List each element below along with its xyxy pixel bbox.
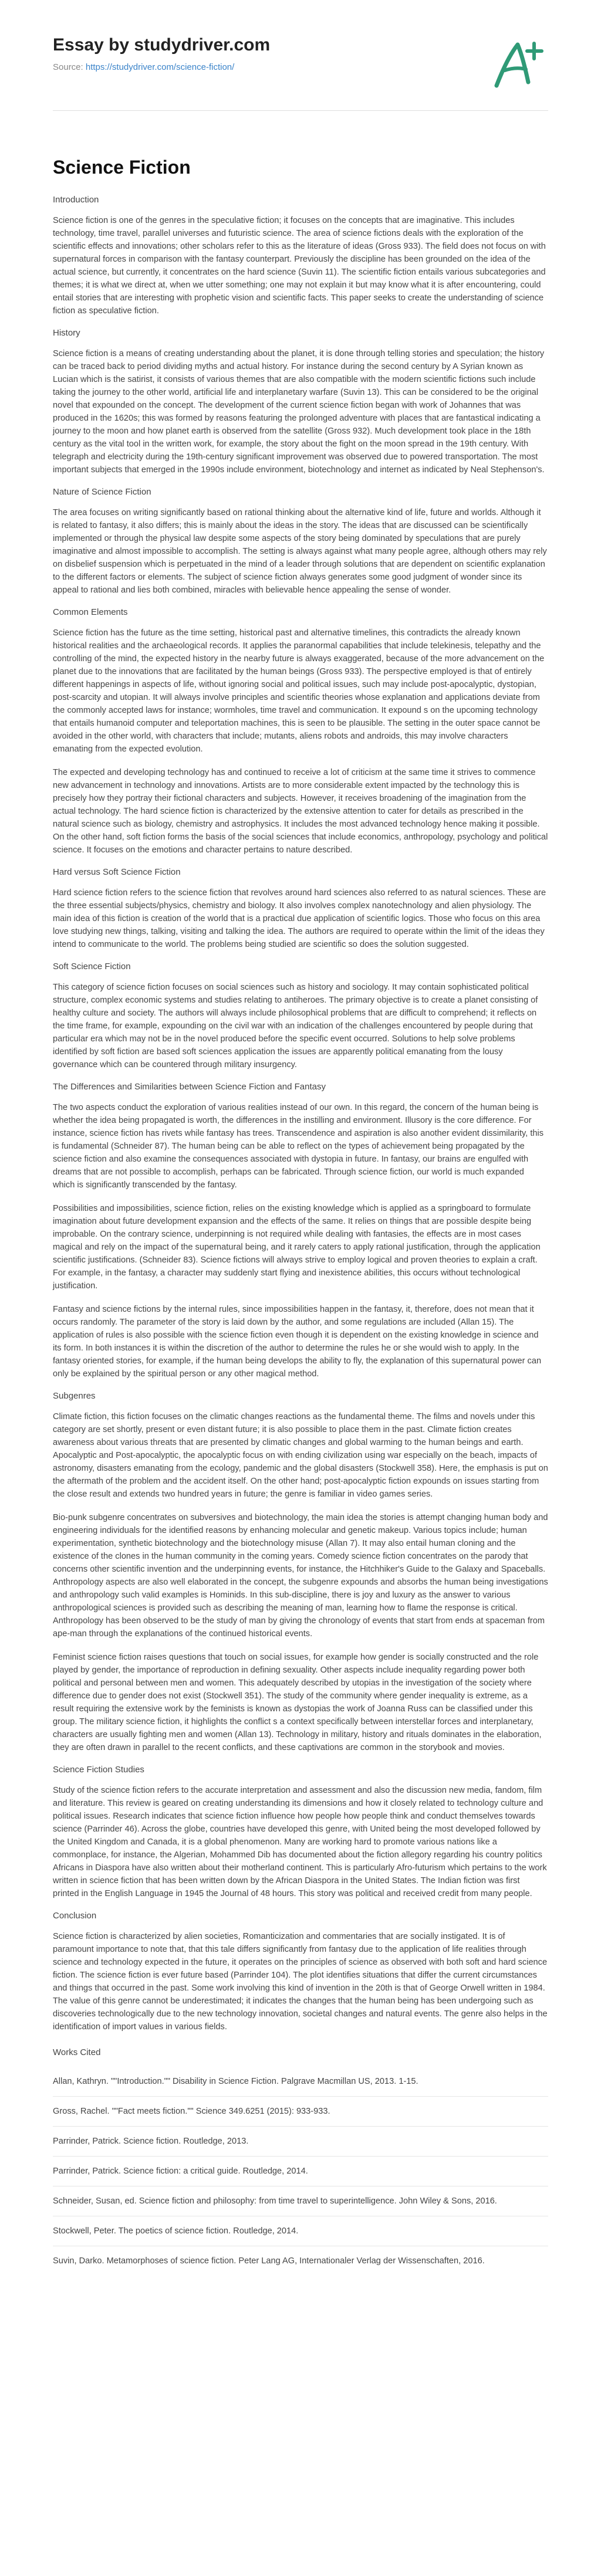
essay-section: [53, 1391, 548, 1754]
section-heading: The Differences and Similarities between Science Fiction and Fantasy: [53, 1082, 326, 1092]
section-paragraph: The expected and developing technology has and continued to receive a lot of criticism at the same time it strives to commence new advancement in technology and innovations. Artists are to more considerable extent impacted by the technology this is precisely how they portray their fictional characters and subjects. However, it receives broadening of the imagination from the actual technology. The hard science fiction is characterized by the extensive attention to cater for details as prescribed in the natural science such as biology, chemistry and astrophysics. It includes the most advanced technology hence making it possible. On the other hand, soft fiction forms the basis of the social sciences that include economics, anthropology, psychology and political science. It focuses on the emotions and character pertains to nature described.: [53, 768, 548, 855]
section-paragraph: Bio-punk subgenre concentrates on subversives and biotechnology, the main idea the stories is attempt changing human body and engineering individuals for the identified reasons by enhancing molecular and genetic makeup. Various topics include; human experimentation, synthetic biotechnology and the biotechnology misuse (Allan 7). It may also entail human cloning and the existence of the clones in the human community in the coming years. Comedy science fiction concentrates on the parody that concerns other scientific invention and the underpinning events, for instance, the Hitchhiker's Guide to the Galaxy and Spaceballs. Anthropology aspects are also well elaborated in the concept, the subgenre expounds and absorbs the human being investigations and anthropology such valid examples is Hominids. In this sub-discipline, there is joy and luxury as the answer to various anthropological sciences is provided such as describing the meaning of man, learning how to flame the response is critical. Anthropology has been observed to be the study of man by giving the chronology of events that start from ends at spaceman from ape-man through the explanations of the continued historical events.: [53, 1513, 548, 1639]
essay-body: [0, 111, 601, 2299]
page-header: [0, 0, 601, 94]
brand-title: Essay by studydriver.com: [53, 35, 271, 55]
section-heading: Hard versus Soft Science Fiction: [53, 867, 181, 877]
section-paragraph: Science fiction has the future as the time setting, historical past and alternative timelines, this contradicts the already known historical realities and the archaeological records. It applies the paranormal capabilities that include telekinesis, telepathy and the controlling of the mind, the expected history in the nearby future is always exaggerated, because of the more advancement on the planet due to the innovations that are facilitated by the human beings (Gross 933). The perspective employed is that of entirely different happenings in aspects of life, without ignoring social and political issues, such may include post-apocalyptic, dystopian, post-scarcity and utopian. It will always involve principles and scientific theories whose explanation and applications deviate from the commonly accepted laws for instance; wormholes, time travel and communication. It expound s on the upcoming technology that entails humanoid computer and teleportation machines, this is seen to be plausible. The setting in the outer space cannot be avoided in the other world, with characters that include; mutants, aliens robots and androids, this may involve characters emanating from the expected evolution.: [53, 628, 545, 754]
works-cited-item: Parrinder, Patrick. Science fiction: a critical guide. Routledge, 2014.: [53, 2157, 548, 2186]
essay-title: Science Fiction: [53, 157, 191, 178]
section-paragraph: This category of science fiction focuses on social sciences such as history and sociology. It may contain sophisticated political structure, complex economic systems and studies relating to antiheroes. The primary objective is to create a planet consisting of healthy culture and society. The authors will always include philosophical problems that are difficult to comprehend; it reflects on the time frame, for example, expounding on the civil war with an indication of the challenges encountered by people during that particular era which may not be in the novel produced before the specific event occurred. Solutions to help solve problems identified by soft fiction are based soft sciences application the issues are apparently political emanating from the lousy governance which can be countered through military insurgency.: [53, 983, 538, 1069]
works-cited-list: [53, 2067, 548, 2276]
section-heading: Nature of Science Fiction: [53, 487, 151, 497]
section-heading: History: [53, 328, 80, 338]
essay-section: [53, 1765, 548, 1900]
source-line: [53, 62, 548, 72]
works-cited-heading: Works Cited: [53, 2047, 101, 2057]
section-paragraph: Climate fiction, this fiction focuses on the climatic changes reactions as the fundamental theme. The films and novels under this category are set shortly, present or even distant future; it is also possible to place them in the past. Climate fiction creates awareness about various threats that are presented by climatic changes and global warming to the human beings and earth. Apocalyptic and Post-apocalyptic, the apocalyptic focus on with ending civilization using war especially on the beach, impacts of astronomy, disasters emanating from the ecology, pandemic and the global disasters (Stockwell 358). Here, the emphasis is put on the aftermath of the problem and the accident itself. On the other hand; post-apocalyptic fiction expounds on issues starting from the close result and extends two hundred years in future; the genre is familiar in video games series.: [53, 1412, 548, 1499]
works-cited-item: Schneider, Susan, ed. Science fiction and philosophy: from time travel to superintelligence. John Wiley & Sons, 2016.: [53, 2186, 548, 2216]
source-link[interactable]: https://studydriver.com/science-fiction/: [85, 62, 235, 72]
essay-section: [53, 1082, 548, 1380]
section-heading: Conclusion: [53, 1911, 97, 1921]
source-label: Source:: [53, 62, 86, 72]
section-paragraph: The area focuses on writing significantly based on rational thinking about the alternative kind of life, future and worlds. Although it is related to fantasy, it also differs; this is mainly about the ideas in the story. The ideas that are discussed can be scientifically implemented or through the physical law despite some aspects of the story being dominated by speculations that are purely imaginative and almost impossible to accomplish. The setting is always against what many people agree, although others may rely on disbelief suspension which is perpetuated in the mind of a leader through solutions that are dependent on scientific explanation to the different factors or elements. The subject of science fiction always generates some good judgment of wonder since its appeal to rational and lies both combined, miracles with believable hence appealing the sense of wonder.: [53, 508, 547, 595]
section-paragraph: Science fiction is one of the genres in the speculative fiction; it focuses on the concepts that are imaginative. This includes technology, time travel, parallel universes and futuristic science. The area of science fictions deals with the exploration of the scientific effects and innovations; other scholars refer to this as the literature of ideas (Gross 933). The field does not focus on with supernatural forces in comparison with the fantasy counterpart. Previously the discipline has been grounded on the idea of the actual science, but currently, it concentrates on the hard science (Suvin 11). The scientific fiction entails various subcategories and themes; it is what we direct at, when we utter something; one may not explain it but may know what it is after encountering, could entail stories that are interesting with prophetic vision and scientific facts. This paper seeks to create the understanding of science fiction as speculative fiction.: [53, 216, 546, 316]
section-paragraph: Science fiction is a means of creating understanding about the planet, it is done through telling stories and speculation; the history can be traced back to period dividing myths and actual history. For instance during the second century by A Syrian known as Lucian which is the satirist, it consists of various themes that are also compatible with the modern scientific fictions such include taking the journey to the other world, artificial life and interplanetary warfare (Suvin 13). This can be considered to be the original novel that expounded on the concept. The development of the current science fiction began with work of Johannes that was produced in the 1620s; this was formed by reasons featuring the prolonged adventure with places that are fantastical indicating a journey to the moon and how planet earth is observed from the satellite (Gross 932). Much development took place in the 18th century as the vital tool in the written work, for example, the story about the fight on the moon spread in the 19th century. With telegraph and electricity during the 19th-century significant improvement was observed due to powered transportation. The most important subjects that emerged in the 1990s include environment, biotechnology and internet as indicated by Neal Stephenson's.: [53, 349, 545, 475]
section-heading: Subgenres: [53, 1391, 96, 1401]
section-paragraph: The two aspects conduct the exploration of various realities instead of our own. In this regard, the concern of the human being is whether the idea being propagated is worth, the differences in the instilling and environment. Illusory is the core difference. For instance, science fiction has rivets while fantasy has trees. Transcendence and aspiration is also another evident dissimilarity, this is fundamental (Schneider 87). The human being can be able to reflect on the types of achievement being propagated by the science fiction and also examine the consequences associated with dystopia in future. In fantasy, our brains are engulfed with dreams that are not possible to accomplish, perhaps can be fabricated. Through science fiction, our world is much expanded which is significantly transcended by the fantasy.: [53, 1103, 544, 1190]
essay-section: [53, 328, 548, 476]
essay-section: [53, 1911, 548, 2033]
works-cited-item: Allan, Kathryn. ""Introduction."" Disability in Science Fiction. Palgrave Macmillan US, 2013. 1-15.: [53, 2067, 548, 2097]
section-heading: Common Elements: [53, 607, 128, 617]
section-paragraph: Possibilities and impossibilities, science fiction, relies on the existing knowledge which is applied as a springboard to formulate imagination about future development expansion and the effects of the same. It relies on things that are possible despite being improbable. On the contrary science, underpinning is not required while dealing with fantasies, the effects are in most cases magical and rely on the impact of the supernatural being, and it rarely caters to apply rational justification, through the application scientific justifications. (Schneider 83). Science fictions will always strive to employ logical and proven theories to explain a craft. For example, in the fantasy, a character may suddenly start flying and inexistence abilities, this occurs without technological justification.: [53, 1204, 541, 1291]
section-heading: Soft Science Fiction: [53, 962, 131, 971]
section-paragraph: Hard science fiction refers to the science fiction that revolves around hard sciences also referred to as natural sciences. These are the three essential subjects/physics, chemistry and biology. It also involves complex nanotechnology and alien physiology. The main idea of this fiction is creation of the world that is a practical due application of scientific logics. Those who focus on this area love studying new things, talking, visiting and talking the idea. The authors are required to operate within the limit of the ideas they intend to communicate to the world. The problems being studied are scientific so does the solution suggested.: [53, 888, 546, 949]
section-paragraph: Fantasy and science fictions by the internal rules, since impossibilities happen in the fantasy, it, therefore, does not mean that it occurs randomly. The parameter of the story is laid down by the author, and some regulations are included (Allan 15). The application of rules is also possible with the science fiction even though it is dependent on the existing knowledge in science and its form. In both instances it is within the discretion of the author to determine the rules he or she would wish to apply. In the fantasy oriented stories, for example, if the human being develops the ability to fly, the explanation of this supernatural power can only be explained by the spiritual person or any other magical method.: [53, 1305, 542, 1379]
works-cited-item: Stockwell, Peter. The poetics of science fiction. Routledge, 2014.: [53, 2216, 548, 2246]
works-cited-item: Suvin, Darko. Metamorphoses of science fiction. Peter Lang AG, Internationaler Verlag der Wissenschaften, 2016.: [53, 2256, 485, 2266]
section-paragraph: Study of the science fiction refers to the accurate interpretation and assessment and also the discussion new media, fandom, film and literature. This review is geared on creating understanding its dimensions and how it closely related to technology culture and political issues. Research indicates that science fiction influence how people how people think and conduct themselves towards science (Parrinder 46). Across the globe, countries have developed this genre, with United being the most developed followed by the United Kingdom and Canada, it is a global phenomenon. Many are working hard to promote various nations like a commonplace, for instance, the Algerian, Mohammed Dib has documented about the fiction allegory regarding his country politics Africans in Diaspora have also written about their motherland continent. This is particularly Afro-futurism which pertains to the work written in science fiction that has been written down by the African Diaspora in the United States. The Indian fiction was first printed in the English Language in 1945 the Journal of 48 hours. This story was political and received credit from many people.: [53, 1786, 547, 1898]
essay-section: [53, 195, 548, 317]
essay-sections: [53, 195, 548, 2033]
section-heading: Introduction: [53, 195, 99, 205]
essay-section: [53, 607, 548, 857]
section-paragraph: Science fiction is characterized by alien societies, Romanticization and commentaries that are socially instigated. It is of paramount importance to note that, that this tale differs significantly from fantasy due to the application of life realities through science and technology expected in the future, it operates on the principles of science as observed with both soft and hard science fiction. The science fiction is ever future based (Parrinder 104). The plot identifies situations that differ the current circumstances and things that occurred in the past. Some work involving this kind of invention in the 20th is that of George Orwell written in 1984. The value of this genre cannot be underestimated; it indicates the changes that the human being has been undergoing such as discoveries technologically due to the new technology innovation, societal changes and natural events. The genre also helps in the identification of import values in various fields.: [53, 1932, 548, 2032]
a-plus-grade-icon: [488, 35, 547, 94]
essay-section: [53, 962, 548, 1071]
essay-section: [53, 867, 548, 951]
works-cited-item: Parrinder, Patrick. Science fiction. Routledge, 2013.: [53, 2127, 548, 2157]
essay-section: [53, 487, 548, 597]
section-paragraph: Feminist science fiction raises questions that touch on social issues, for example how gender is socially constructed and the role played by gender, the importance of reproduction in defining sexuality. Other aspects include inequality regarding power both political and personal between men and women. This adequately described by utopias in the investigation of the society where difference due to gender does not exist (Stockwell 351). The study of the community where gender inequality is extreme, as a result requiring the extensive work by the feminists is known as dystopias the work of Joanna Russ can be classified under this group. The military science fiction, it highlights the conflict s a context specifically between interstellar forces and interplanetary, characters are usually fighting men and women (Allan 13). Technology in military, history and rituals dominates in the elaboration, they are often drawn in parallel to the recent conflicts, and these captivations are common in the storybook and movies.: [53, 1653, 542, 1752]
section-heading: Science Fiction Studies: [53, 1765, 144, 1775]
works-cited-item: Gross, Rachel. ""Fact meets fiction."" Science 349.6251 (2015): 933-933.: [53, 2097, 548, 2127]
